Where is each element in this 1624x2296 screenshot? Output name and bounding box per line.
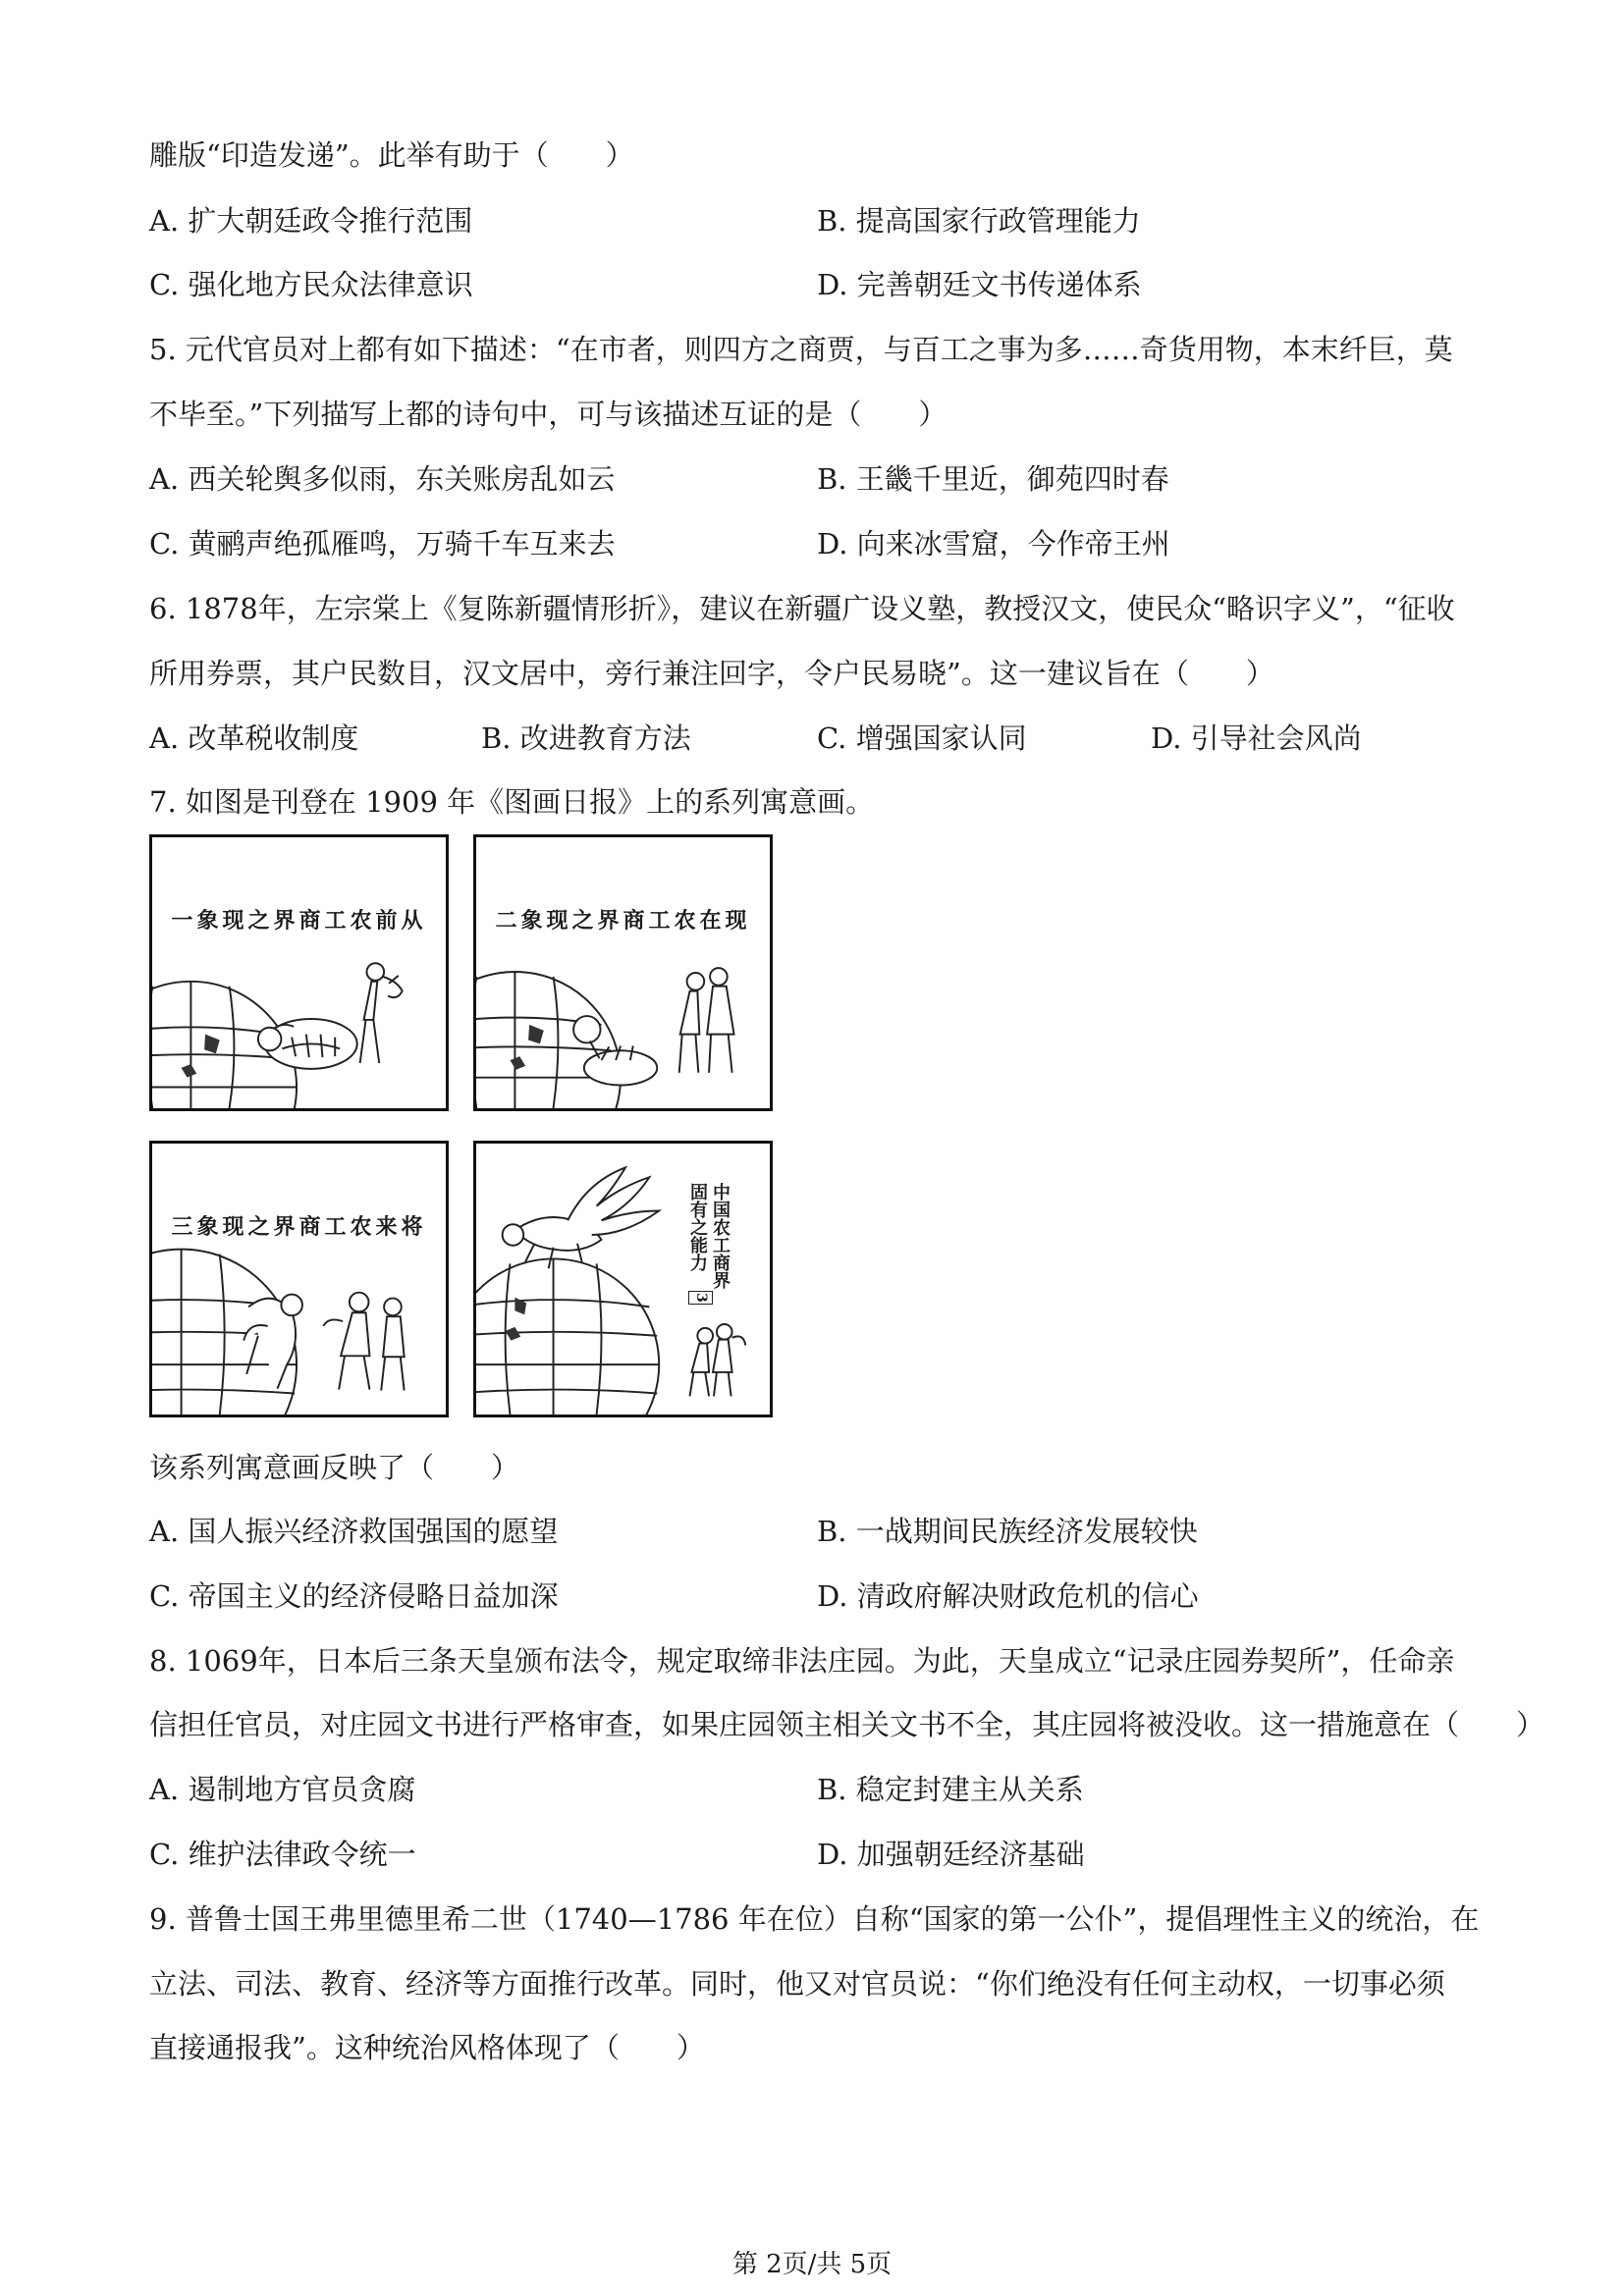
panel-1-title: 一象现之界商工农前从: [171, 908, 427, 934]
q5-option-c: C. 黄鹂声绝孤雁鸣，万骑千车互来去: [149, 527, 616, 561]
panel-4-drawing: [476, 1144, 770, 1415]
q9-stem-line2: 立法、司法、教育、经济等方面推行改革。同时，他又对官员说：“你们绝没有任何主动权，一切事必须: [149, 1967, 1445, 2001]
panel-4-seal-mark: 3: [688, 1291, 713, 1305]
q6-option-d: D. 引导社会风尚: [1151, 721, 1362, 755]
q5-option-b: B. 王畿千里近，御苑四时春: [817, 462, 1169, 496]
q8-stem-line2: 信担任官员，对庄园文书进行严格审查，如果庄园领主相关文书不全，其庄园将被没收。这一措施意在（ ）: [149, 1708, 1545, 1741]
panel-4-vertical-text-2: 固有之能力: [687, 1183, 708, 1271]
q7-option-a: A. 国人振兴经济救国强国的愿望: [149, 1515, 559, 1548]
page-number-footer: 第 2页/共 5页: [731, 2250, 893, 2279]
panel-4-vertical-text-1: 中国农工商界: [710, 1183, 731, 1289]
cartoon-panel-4: [473, 1141, 773, 1417]
panel-2-title: 二象现之界商工农在现: [495, 908, 751, 934]
q8-stem-line1: 8. 1069年，日本后三条天皇颁布法令，规定取缔非法庄园。为此，天皇成立“记录庄园券契所”，任命亲: [149, 1644, 1455, 1678]
q8-option-d: D. 加强朝廷经济基础: [817, 1838, 1085, 1871]
allegory-cartoon-figure: [149, 834, 778, 1423]
human-figure-icon: [323, 1293, 404, 1391]
q6-stem-line2: 所用券票，其户民数目，汉文居中，旁行兼注回字，令户民易晓”。这一建议旨在（ ）: [149, 657, 1274, 690]
q4-option-a: A. 扩大朝廷政令推行范围: [149, 204, 473, 238]
q6-option-b: B. 改进教育方法: [481, 721, 691, 755]
panel-2-drawing: [476, 837, 770, 1108]
q7-stem: 7. 如图是刊登在 1909 年《图画日报》上的系列寓意画。: [149, 785, 875, 819]
q5-option-d: D. 向来冰雪窟，今作帝王州: [817, 527, 1170, 561]
winged-tiger-icon: [503, 1167, 660, 1268]
q6-option-a: A. 改革税收制度: [149, 721, 359, 755]
q5-option-a: A. 西关轮舆多似雨，东关账房乱如云: [149, 462, 616, 496]
q5-stem-line1: 5. 元代官员对上都有如下描述：“在市者，则四方之商贾，与百工之事为多……奇货用物，本末纤巨，莫: [149, 333, 1453, 366]
q4-option-b: B. 提高国家行政管理能力: [817, 204, 1141, 238]
q5-stem-line2: 不毕至。”下列描写上都的诗句中，可与该描述互证的是（ ）: [149, 398, 947, 431]
panel-3-drawing: [152, 1144, 446, 1415]
human-figure-icon: [679, 968, 734, 1073]
q7-option-b: B. 一战期间民族经济发展较快: [817, 1515, 1198, 1548]
panel-1-drawing: [152, 837, 446, 1108]
cartoon-panel-3: [149, 1141, 449, 1417]
cartoon-panel-1: [149, 834, 449, 1111]
q8-option-c: C. 维护法律政令统一: [149, 1838, 416, 1871]
q7-option-c: C. 帝国主义的经济侵略日益加深: [149, 1579, 559, 1613]
q6-stem-line1: 6. 1878年，左宗棠上《复陈新疆情形折》，建议在新疆广设义塾，教授汉文，使民众“略识字义”，“征收: [149, 592, 1455, 625]
q8-option-b: B. 稳定封建主从关系: [817, 1773, 1084, 1806]
q7-option-d: D. 清政府解决财政危机的信心: [817, 1579, 1199, 1613]
globe-land-mark: [182, 1035, 220, 1078]
q4-stem: 雕版“印造发递”。此举有助于（ ）: [149, 138, 634, 172]
q9-stem-line3: 直接通报我”。这种统治风格体现了（ ）: [149, 2031, 705, 2064]
q7-stem-after: 该系列寓意画反映了（ ）: [149, 1451, 520, 1484]
sleeping-tiger-icon: [573, 1016, 657, 1085]
human-figure-icon: [690, 1324, 746, 1396]
human-figure-icon: [360, 963, 403, 1063]
q9-stem-line1: 9. 普鲁士国王弗里德里希二世（1740—1786 年在位）自称“国家的第一公仆”，提倡理性主义的统治，在: [149, 1902, 1480, 1936]
panel-3-title: 三象现之界商工农来将: [171, 1214, 427, 1240]
cartoon-panel-2: [473, 834, 773, 1111]
fighting-tiger-icon: [244, 1295, 302, 1389]
q8-option-a: A. 遏制地方官员贪腐: [149, 1773, 416, 1806]
q6-option-c: C. 增强国家认同: [817, 721, 1027, 755]
globe-icon: [476, 972, 621, 1108]
q4-option-d: D. 完善朝廷文书传递体系: [817, 268, 1142, 301]
tiger-icon: [258, 1019, 357, 1069]
q4-option-c: C. 强化地方民众法律意识: [149, 268, 473, 301]
globe-land-mark: [506, 1298, 527, 1341]
